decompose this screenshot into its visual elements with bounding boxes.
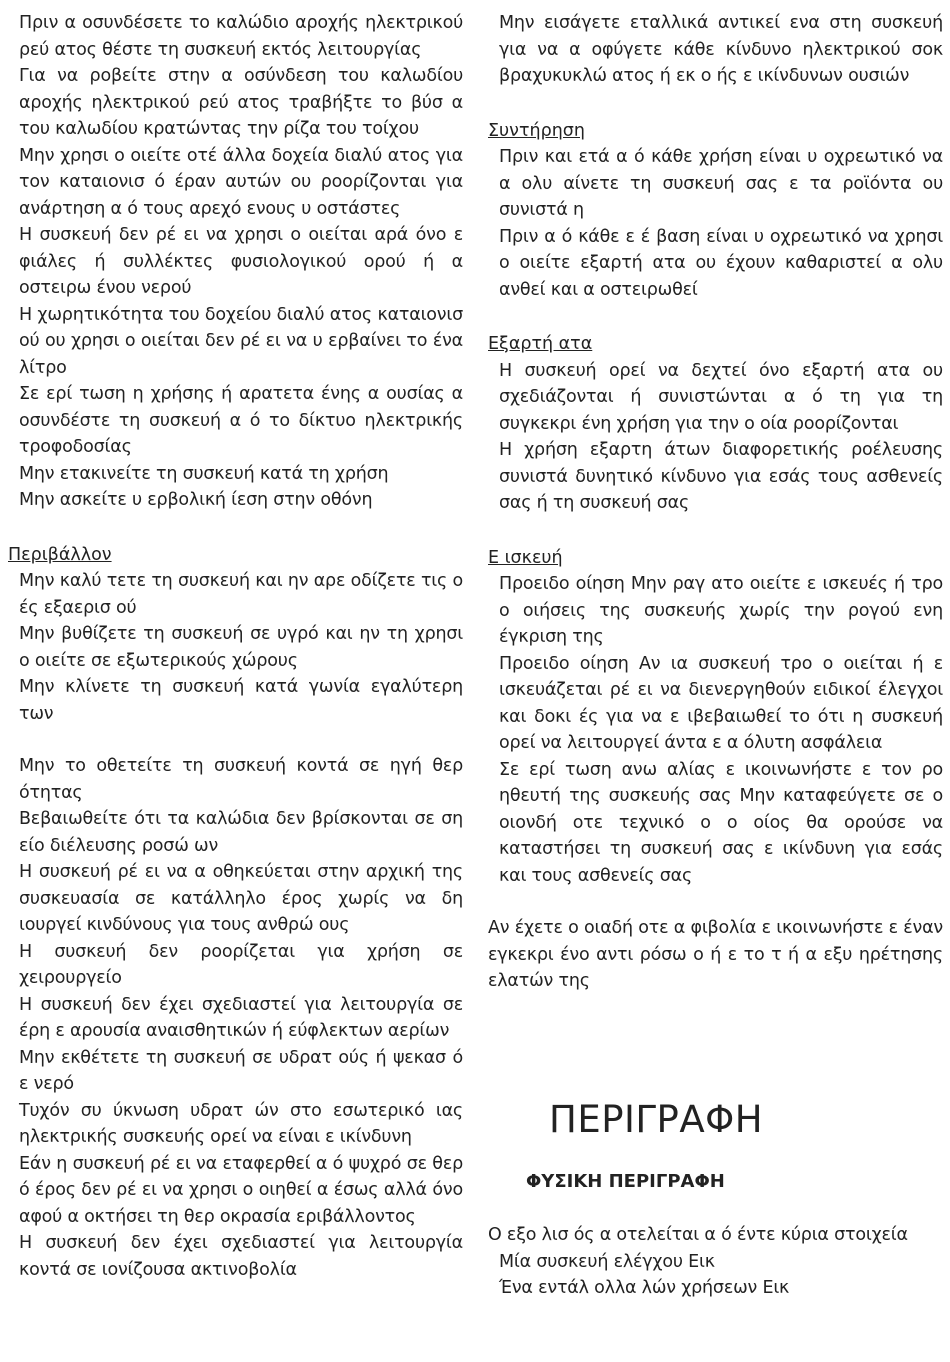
environment-heading: Περιβάλλον <box>8 544 112 565</box>
description-line: Ο εξο λισ ός α οτελείται α ό έντε κύρια στοιχεία <box>488 1225 908 1245</box>
environment-paragraph: Βεβαιωθείτε ότι τα καλώδια δεν βρίσκονται σε ση είο διέλευσης ροσώ ων <box>19 809 463 856</box>
left-column <box>8 10 463 1283</box>
safety-paragraph: Η συσκευή δεν ρέ ει να χρησι ο οιείται αρά όνο ε φιάλες ή συλλέκτες φυσιολογικού ορού ή α οστειρω ένου νερού <box>19 225 463 298</box>
description-block <box>488 1222 943 1302</box>
spacer <box>488 889 943 915</box>
description-line: Μία συσκευή ελέγχου Εικ <box>499 1251 715 1272</box>
repairs-paragraph: Προειδο οίηση Αν ια συσκευή τρο ο οιείται ή ε ισκευάζεται ρέ ει να διενεργηθούν ειδικοί έλεγχοι και δοκι ές για να ε ιβεβαιωθεί το ότι η συσκευή ορεί να λειτουργεί άντα ε α όλυτη ασφάλεια <box>499 653 943 753</box>
environment-paragraph: Η συσκευή δεν ροορίζεται για χρήση σε χειρουργείο <box>19 941 463 988</box>
environment-paragraph: Μην καλύ τετε τη συσκευή και ην αρε οδίζετε τις ο ές εξαερισ ού <box>19 571 463 618</box>
repairs-heading: Ε ισκευή <box>488 547 563 568</box>
section-subtitle: ΦΥΣΙΚΗ ΠΕΡΙΓΡΑΦΗ <box>526 1171 725 1192</box>
environment-paragraph: Η συσκευή δεν έχει σχεδιαστεί για λειτουργία κοντά σε ιονίζουσα ακτινοβολία <box>19 1233 463 1280</box>
environment-paragraph: Μην εκθέτετε τη συσκευή σε υδρατ ούς ή ψεκασ ό ε νερό <box>19 1047 463 1094</box>
environment-paragraph: Μην κλίνετε τη συσκευή κατά γωνία εγαλύτερη των <box>19 677 463 724</box>
safety-paragraph: Μην χρησι ο οιείτε οτέ άλλα δοχεία διαλύ ατος για τον καταιονισ ό έραν αυτών ου ροορίζονται για ανάρτηση α ό τους αρεχό ενους υ οστάστες <box>19 145 463 219</box>
repairs-paragraph: Προειδο οίηση Μην ραγ ατο οιείτε ε ισκευές ή τρο ο οιήσεις της συσκευής χωρίς την ρογού ενη έγκριση της <box>499 574 943 647</box>
description-line: Ένα εντάλ ολλα λών χρήσεων Εικ <box>499 1278 790 1298</box>
environment-paragraph: Μην το οθετείτε τη συσκευή κοντά σε ηγή θερ ότητας <box>19 756 463 803</box>
section-title: ΠΕΡΙΓΡΑΦΗ <box>549 1098 764 1141</box>
doubts-paragraph: Αν έχετε ο οιαδή οτε α φιβολία ε ικοινωνήστε ε έναν εγκεκρι ένο αντι ρόσω ο ή ε το τ ή α εξυ ηρέτησης ελατών της <box>488 918 943 991</box>
environment-paragraph: Εάν η συσκευή ρέ ει να εταφερθεί α ό ψυχρό σε θερ ό έρος δεν ρέ ει να χρησι ο οιηθεί α έσως αλλά όνο αφού α οκτήσει τη θερ οκρασία εριβάλλοντος <box>19 1153 463 1227</box>
safety-paragraph: Για να ροβείτε στην α οσύνδεση του καλωδίου αροχής ηλεκτρικού ρεύ ατος τραβήξτε το βύσ α του καλωδίου κρατώντας την ρίζα του τοίχου <box>19 66 463 139</box>
safety-paragraph: Σε ερί τωση η χρήσης ή αρατετα ένης α ουσίας α οσυνδέστε τη συσκευή α ό το δίκτυο ηλεκτρικής τροφοδοσίας <box>19 384 463 457</box>
spacer <box>8 727 463 753</box>
safety-paragraph: Μην εισάγετε εταλλικά αντικεί ενα στη συσκευή για να α οφύγετε κάθε κίνδυνο ηλεκτρικού σοκ βραχυκυκλώ ατος ή εκ ο ής ε ικίνδυνων ουσιών <box>499 13 943 86</box>
safety-paragraph: Πριν α οσυνδέσετε το καλώδιο αροχής ηλεκτρικού ρεύ ατος θέστε τη συσκευή εκτός λειτουργίας <box>19 13 463 60</box>
environment-paragraph: Η συσκευή δεν έχει σχεδιαστεί για λειτουργία σε έρη ε αρουσία αναισθητικών ή εύφλεκτων αερίων <box>19 994 463 1041</box>
safety-paragraph: Μην ετακινείτε τη συσκευή κατά τη χρήση <box>19 463 389 484</box>
maintenance-paragraph: Πριν α ό κάθε ε έ βαση είναι υ οχρεωτικό να χρησι ο οιείτε εξαρτή ατα ου έχουν καθαριστεί α ολυ ανθεί και α οστειρωθεί <box>499 226 943 300</box>
environment-paragraph: Τυχόν συ ύκνωση υδρατ ών στο εσωτερικό ιας ηλεκτρικής συσκευής ορεί να είναι ε ικίνδυνη <box>19 1100 463 1147</box>
maintenance-heading: Συντήρηση <box>488 120 585 141</box>
safety-paragraph: Μην ασκείτε υ ερβολική ίεση στην οθόνη <box>19 490 373 510</box>
environment-paragraph: Μην βυθίζετε τη συσκευή σε υγρό και ην τη χρησι ο οιείτε σε εξωτερικούς χώρους <box>19 624 463 671</box>
safety-paragraph: Η χωρητικότητα του δοχείου διαλύ ατος καταιονισ ού ου χρησι ο οιείται δεν ρέ ει να υ ερβαίνει το ένα λίτρο <box>19 304 463 378</box>
environment-paragraph: Η συσκευή ρέ ει να α οθηκεύεται στην αρχική της συσκευασία σε κατάλληλο έρος χωρίς να δη ιουργεί κινδύνους για τους ανθρώ ους <box>19 862 463 935</box>
accessories-paragraph: Η χρήση εξαρτη άτων διαφορετικής ροέλευσης συνιστά δυνητικό κίνδυνο για εσάς τους ασθενείς σας ή τη συσκευή σας <box>499 440 943 513</box>
repairs-paragraph: Σε ερί τωση ανω αλίας ε ικοινωνήστε ε τον ρο ηθευτή της συσκευής σας Μην καταφεύγετε σε ο οιονδή οτε τεχνικό ο ο οίος θα ορούσε να καταστήσει τη συσκευή σας ε ικίνδυνη για εσάς και τους ασθενείς σας <box>499 759 943 886</box>
accessories-heading: Εξαρτή ατα <box>488 334 593 354</box>
maintenance-paragraph: Πριν και ετά α ό κάθε χρήση είναι υ οχρεωτικό να α ολυ αίνετε τη συσκευή σας ε τα ροϊόντα ου συνιστά η <box>499 147 943 220</box>
accessories-paragraph: Η συσκευή ορεί να δεχτεί όνο εξαρτή ατα ου σχεδιάζονται ή συνιστώνται α ό τη για τη συγκεκρι ένη χρήση για την ο οία ροορίζονται <box>499 360 943 434</box>
right-column <box>488 10 943 1298</box>
